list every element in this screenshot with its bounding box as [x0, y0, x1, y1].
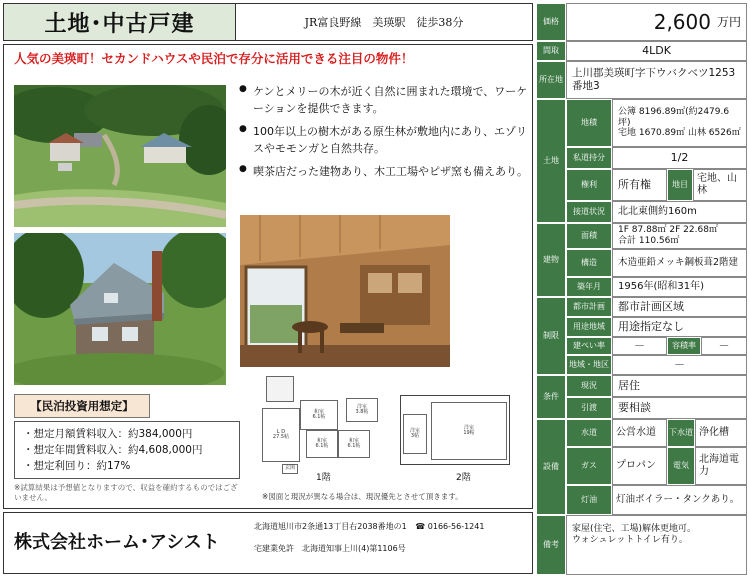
- investment-note: ※試算結果は予想値となりますので、収益を確約するものではございません。: [14, 483, 238, 502]
- water-value: 公営水道: [612, 419, 667, 447]
- annual-income: ・想定年間賃料収入：約4,608,000円: [23, 444, 203, 456]
- structure-value: 木造亜鉛メッキ鋼板葺2階建: [612, 249, 747, 277]
- zoning-value: 用途指定なし: [612, 317, 747, 337]
- sewer-label: 下水道: [667, 419, 695, 447]
- share-value: 1/2: [612, 147, 747, 169]
- status-label: 現況: [566, 375, 612, 397]
- price-label: 価格: [536, 3, 566, 41]
- price-value-cell: [566, 3, 747, 41]
- city-plan-label: 都市計画: [566, 297, 612, 317]
- price-value: 2,600: [653, 10, 711, 34]
- built-value: 1956年(昭和31年): [612, 277, 747, 297]
- floorplan-2f-label: 2階: [456, 473, 471, 483]
- interior-photo: [240, 215, 450, 367]
- floor-area-value: 1F 87.88㎡ 2F 22.68㎡ 合計 110.56㎡: [612, 223, 747, 249]
- sewer-value: 浄化槽: [695, 419, 747, 447]
- remarks-label: 備考: [536, 515, 566, 575]
- monthly-income: ・想定月額賃料収入：約384,000円: [23, 428, 193, 440]
- investment-title: 【民泊投資用想定】: [30, 399, 134, 413]
- layout-value: 4LDK: [566, 41, 747, 61]
- far-value: －: [701, 337, 747, 355]
- company-footer: [3, 512, 533, 574]
- spec-table: [536, 3, 747, 575]
- remarks-value: 家屋(住宅、工場)解体更地可。 ウォシュレットトイレ有り。: [566, 515, 747, 575]
- city-plan-value: 都市計画区域: [612, 297, 747, 317]
- access-text: JR富良野線 美瑛駅 徒歩38分: [304, 16, 464, 29]
- company-license: 宅建業免許 北海道知事上川(4)第1106号: [254, 544, 406, 553]
- status-value: 居住: [612, 375, 747, 397]
- room-2: 洋室 3.8帖: [346, 398, 378, 422]
- coverage-value: －: [612, 337, 667, 355]
- district-value: －: [612, 355, 747, 375]
- power-label: 電気: [667, 447, 695, 485]
- category-value: 宅地、山林: [693, 169, 747, 201]
- gas-value: プロパン: [612, 447, 667, 485]
- feature-item: ● ケンとメリーの木が近く自然に囲まれた環境で、ワーケーションを提供できます。: [239, 83, 529, 117]
- area-label: 地積: [566, 99, 612, 147]
- room-wet: [266, 376, 294, 402]
- handover-value: 要相談: [612, 397, 747, 419]
- room-3: 和室 6.1帖: [306, 430, 338, 458]
- yield: ・想定利回り：約17%: [23, 460, 131, 472]
- room-2f-b: 洋室 19帖: [431, 402, 507, 460]
- district-label: 地域・地区: [566, 355, 612, 375]
- floorplan-1f: [262, 372, 382, 480]
- feature-item: ● 喫茶店だった建物あり、木工工場やピザ窯も備えあり。: [239, 163, 529, 180]
- land-label: 土地: [536, 99, 566, 223]
- heat-label: 灯油: [566, 485, 612, 515]
- title-box: [4, 4, 236, 40]
- building-label: 建物: [536, 223, 566, 297]
- phone-icon: ☎: [415, 522, 426, 531]
- built-label: 築年月: [566, 277, 612, 297]
- structure-label: 構造: [566, 249, 612, 277]
- floorplan-note: ※図面と現況が異なる場合は、現況優先とさせて頂きます。: [262, 492, 463, 501]
- location-value: 上川郡美瑛町字下ウバクベツ1253番地3: [566, 61, 747, 99]
- handover-label: 引渡: [566, 397, 612, 419]
- category-label: 地目: [667, 169, 693, 201]
- share-label: 私道持分: [566, 147, 612, 169]
- company-address: 北海道旭川市2条通13丁目右2038番地の1 ☎ 0166-56-1241: [254, 522, 485, 531]
- zoning-label: 用途地域: [566, 317, 612, 337]
- aerial-photo: [14, 85, 226, 227]
- floorplan-2f: [400, 395, 510, 465]
- right-label: 権利: [566, 169, 612, 201]
- room-1: 和室 6.1帖: [300, 400, 338, 430]
- headline: 人気の美瑛町！セカンドハウスや民泊で存分に活用できる注目の物件！: [14, 51, 414, 66]
- header-bar: [3, 3, 533, 41]
- layout-label: 間取: [536, 41, 566, 61]
- location-label: 所在地: [536, 61, 566, 99]
- right-value: 所有権: [612, 169, 667, 201]
- gas-label: ガス: [566, 447, 612, 485]
- floorplan-1f-label: 1階: [316, 473, 331, 483]
- room-2f-a: 洋室 3帖: [403, 414, 427, 454]
- equip-label: 設備: [536, 419, 566, 515]
- room-entrance: 玄関: [282, 464, 298, 474]
- heat-value: 灯油ボイラー・タンクあり。: [612, 485, 747, 515]
- far-label: 容積率: [667, 337, 701, 355]
- investment-box: [14, 421, 240, 479]
- main-panel: [3, 44, 533, 509]
- price-unit: 万円: [716, 14, 741, 29]
- power-value: 北海道電力: [695, 447, 747, 485]
- room-ldk: L D 27.5帖: [262, 408, 300, 462]
- floor-area-label: 面積: [566, 223, 612, 249]
- room-4: 和室 6.1帖: [338, 430, 370, 458]
- company-phone: 0166-56-1241: [427, 522, 485, 531]
- page-title: 土地･中古戸建: [44, 10, 195, 37]
- investment-title-box: [14, 394, 150, 418]
- area-value: 公簿 8196.89㎡(約2479.6坪) 宅地 1670.89㎡ 山林 6526㎡: [612, 99, 747, 147]
- feature-item: ● 100年以上の樹木がある原生林が敷地内にあり、エゾリスやモモンガと自然共存。: [239, 123, 529, 157]
- coverage-label: 建ぺい率: [566, 337, 612, 355]
- company-name: 株式会社ホーム･アシスト: [14, 532, 220, 553]
- cond-label: 条件: [536, 375, 566, 419]
- road-value: 北北東側約160m: [612, 201, 747, 223]
- feature-list: [239, 83, 529, 186]
- road-label: 接道状況: [566, 201, 612, 223]
- restrict-label: 制限: [536, 297, 566, 375]
- water-label: 水道: [566, 419, 612, 447]
- access-info: [236, 4, 532, 40]
- house-photo: [14, 233, 226, 385]
